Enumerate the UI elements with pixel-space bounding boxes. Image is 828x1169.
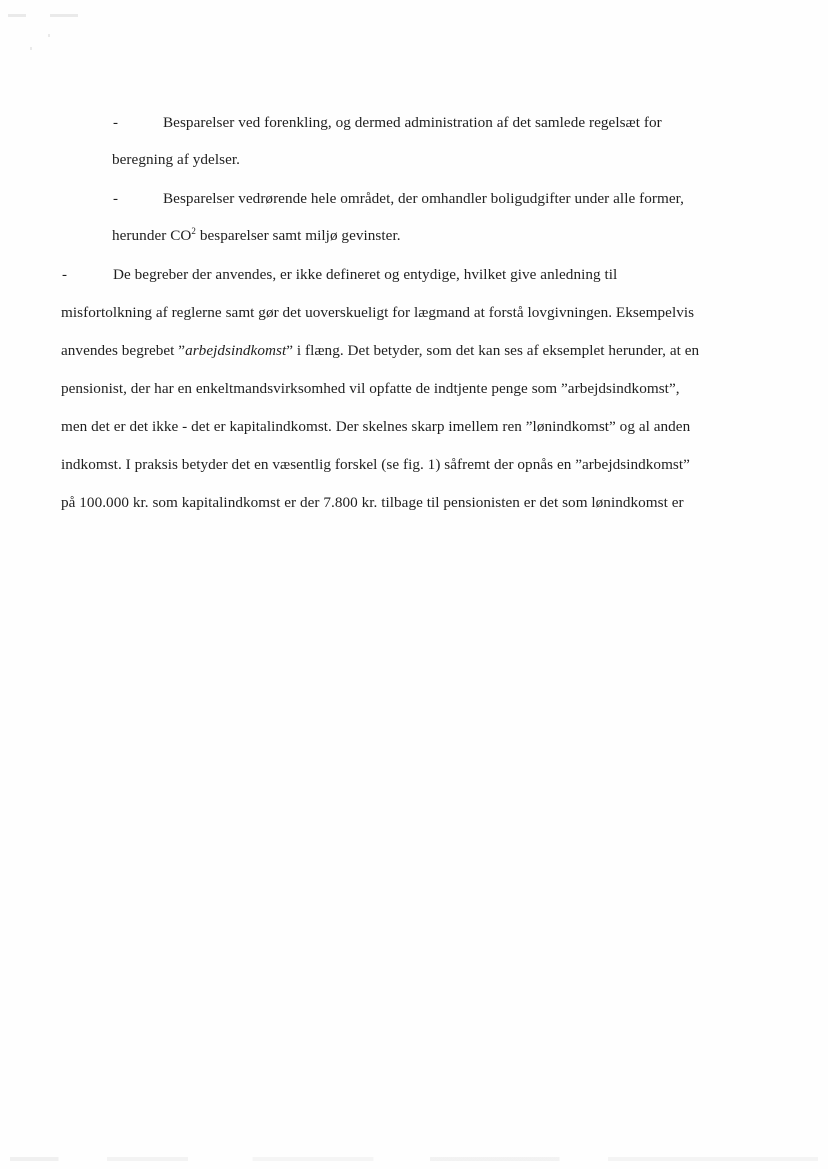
paragraph-line-1: De begreber der anvendes, er ikke defineret og entydige, hvilket give anledning til: [113, 266, 618, 283]
scan-artifact: [8, 14, 26, 17]
bullet-1-line-2: beregning af ydelser.: [112, 151, 240, 168]
paragraph-line-7: på 100.000 kr. som kapitalindkomst er der 7.800 kr. tilbage til pensionisten er det som lønindkomst er: [61, 494, 684, 511]
text-fragment: besparelser samt miljø gevinster.: [195, 227, 401, 244]
paragraph-line-4: pensionist, der har en enkeltmandsvirksomhed vil opfatte de indtjente penge som ”arbejdsindkomst”,: [61, 380, 680, 397]
scan-artifact: [10, 1157, 818, 1161]
paragraph-line-5: men det er det ikke - det er kapitalindkomst. Der skelnes skarp imellem ren ”lønindkomst” og al anden: [61, 418, 691, 435]
paragraph-line-3: [61, 342, 699, 360]
paragraph-dash: -: [62, 267, 67, 283]
scan-artifact: [30, 47, 32, 50]
text-fragment: herunder CO: [112, 227, 192, 244]
text-fragment: anvendes begrebet ”: [61, 342, 186, 359]
bullet-dash: -: [113, 115, 118, 131]
paragraph-line-2: misfortolkning af reglerne samt gør det uoverskueligt for lægmand at forstå lovgivningen. Eksempelvis: [61, 304, 695, 321]
text-fragment: ” i flæng. Det betyder, som det kan ses af eksemplet herunder, at en: [286, 342, 700, 359]
scan-artifact: [48, 34, 50, 37]
superscript: 2: [191, 226, 196, 236]
bullet-1-line-1: Besparelser ved forenkling, og dermed administration af det samlede regelsæt for: [163, 114, 662, 131]
italic-term: arbejdsindkomst: [185, 342, 287, 359]
bullet-2-line-1: Besparelser vedrørende hele området, der omhandler boligudgifter under alle former,: [163, 190, 684, 207]
bullet-dash: -: [113, 191, 118, 207]
paragraph-line-6: indkomst. I praksis betyder det en væsentlig forskel (se fig. 1) såfremt der opnås en ”arbejdsindkomst”: [61, 456, 690, 473]
scan-artifact: [50, 14, 78, 17]
bullet-2-line-2: [112, 227, 401, 245]
